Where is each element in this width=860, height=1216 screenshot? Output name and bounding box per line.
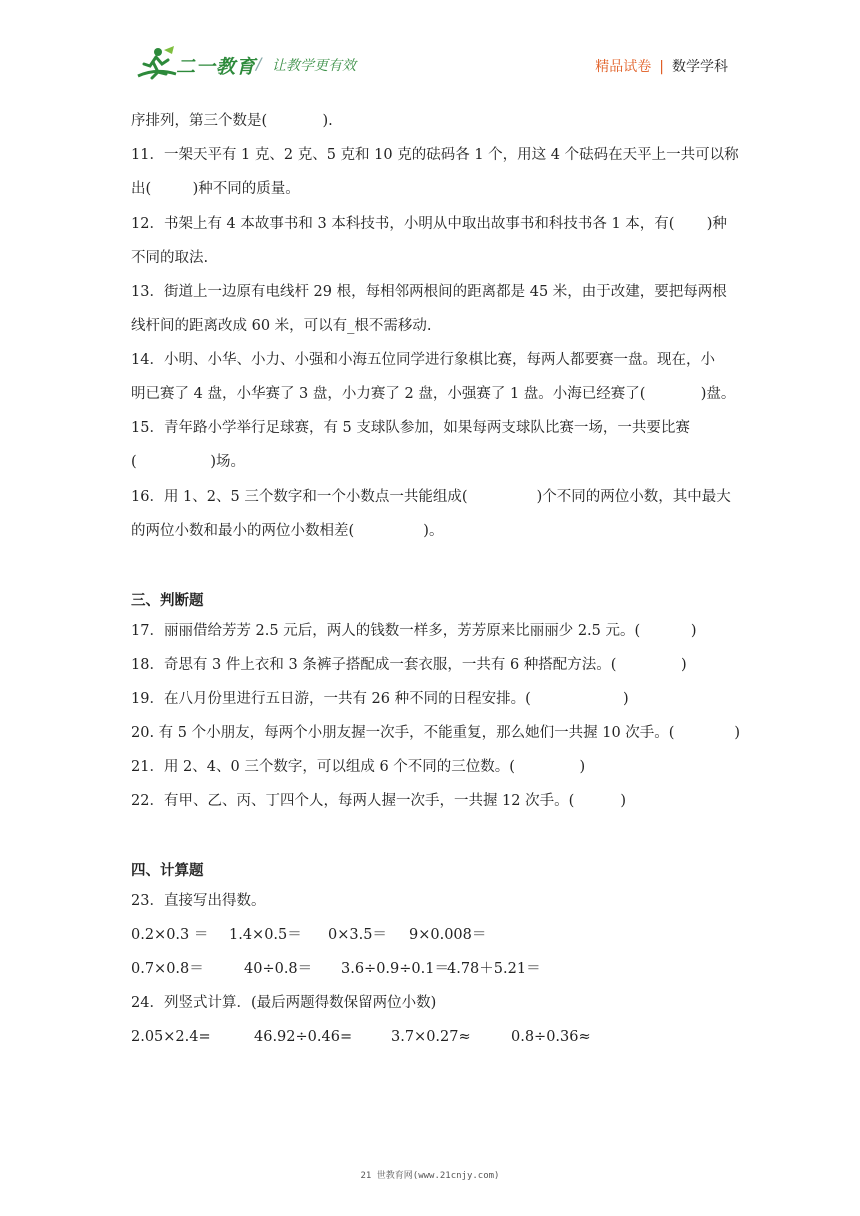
question-line: ( )场。 (131, 454, 246, 470)
question-line: 13．街道上一边原有电线杆 29 根，每相邻两根间的距离都是 45 米，由于改建，要把每两根 (131, 284, 727, 300)
brand-name: 二一教育 (176, 56, 257, 78)
calc-expression: 9×0.008＝ (409, 927, 487, 943)
section-title-calculation: 四、计算题 (131, 863, 204, 879)
question-line: 不同的取法. (131, 250, 209, 266)
calc-expression: 0×3.5＝ (328, 927, 387, 943)
question-line: 14．小明、小华、小力、小强和小海五位同学进行象棋比赛，每两人都要赛一盘。现在，小 (131, 352, 715, 368)
calc-expression: 40÷0.8＝ (244, 961, 313, 977)
question-line: 15．青年路小学举行足球赛，有 5 支球队参加，如果每两支球队比赛一场，一共要比赛 (131, 420, 690, 436)
calc-expression: 1.4×0.5＝ (229, 927, 302, 943)
calc-expression: 3.6÷0.9÷0.1＝ (341, 961, 449, 977)
header-label-left: 精品试卷 (595, 59, 652, 75)
calc-expression: 3.7×0.27≈ (391, 1029, 471, 1045)
judgement-item: 21．用 2、4、0 三个数字，可以组成 6 个不同的三位数。( ) (131, 759, 586, 775)
question-line: 16．用 1、2、5 三个数字和一个小数点一共能组成( )个不同的两位小数，其中最大 (131, 489, 731, 505)
brand-slogan: 让教学更有效 (272, 58, 356, 74)
question-24: 24．列竖式计算．(最后两题得数保留两位小数) (131, 995, 437, 1011)
question-line: 线杆间的距离改成 60 米，可以有_根不需移动. (131, 318, 432, 334)
header-label-right: 数学学科 (672, 59, 728, 75)
calc-expression: 2.05×2.4= (131, 1029, 211, 1045)
brand-separator: / (256, 54, 262, 73)
calc-expression: 4.78＋5.21＝ (447, 961, 541, 977)
judgement-item: 17．丽丽借给芳芳 2.5 元后，两人的钱数一样多，芳芳原来比丽丽少 2.5 元。( ) (131, 623, 697, 639)
page-header (0, 0, 860, 100)
judgement-item: 18．奇思有 3 件上衣和 3 条裤子搭配成一套衣服，一共有 6 种搭配方法。( ) (131, 657, 687, 673)
question-23: 23．直接写出得数。 (131, 893, 266, 909)
section-title-judgement: 三、判断题 (131, 593, 204, 609)
question-line: 出( )种不同的质量。 (131, 181, 300, 197)
calc-expression: 46.92÷0.46= (254, 1029, 353, 1045)
header-labels (595, 56, 728, 76)
question-line: 明已赛了 4 盘，小华赛了 3 盘，小力赛了 2 盘，小强赛了 1 盘。小海已经赛了( )盘。 (131, 386, 736, 402)
calc-expression: 0.2×0.3 ＝ (131, 927, 209, 943)
judgement-item: 22．有甲、乙、丙、丁四个人，每两人握一次手，一共握 12 次手。( ) (131, 793, 627, 809)
calc-expression: 0.7×0.8＝ (131, 961, 204, 977)
judgement-item: 19．在八月份里进行五日游，一共有 26 种不同的日程安排。( ) (131, 691, 629, 707)
judgement-item: 20. 有 5 个小朋友，每两个小朋友握一次手，不能重复，那么她们一共握 10 次手。( ) (131, 725, 741, 741)
header-divider: | (659, 59, 664, 75)
calc-expression: 0.8÷0.36≈ (511, 1029, 591, 1045)
question-line: 序排列，第三个数是( ). (131, 113, 333, 129)
page-footer: 21 世教育网(www.21cnjy.com) (360, 1171, 500, 1181)
question-line: 12．书架上有 4 本故事书和 3 本科技书，小明从中取出故事书和科技书各 1 本，有( )种 (131, 216, 727, 232)
question-line: 的两位小数和最小的两位小数相差( )。 (131, 523, 444, 539)
question-line: 11．一架天平有 1 克、2 克、5 克和 10 克的砝码各 1 个，用这 4 个砝码在天平上一共可以称 (131, 147, 739, 163)
